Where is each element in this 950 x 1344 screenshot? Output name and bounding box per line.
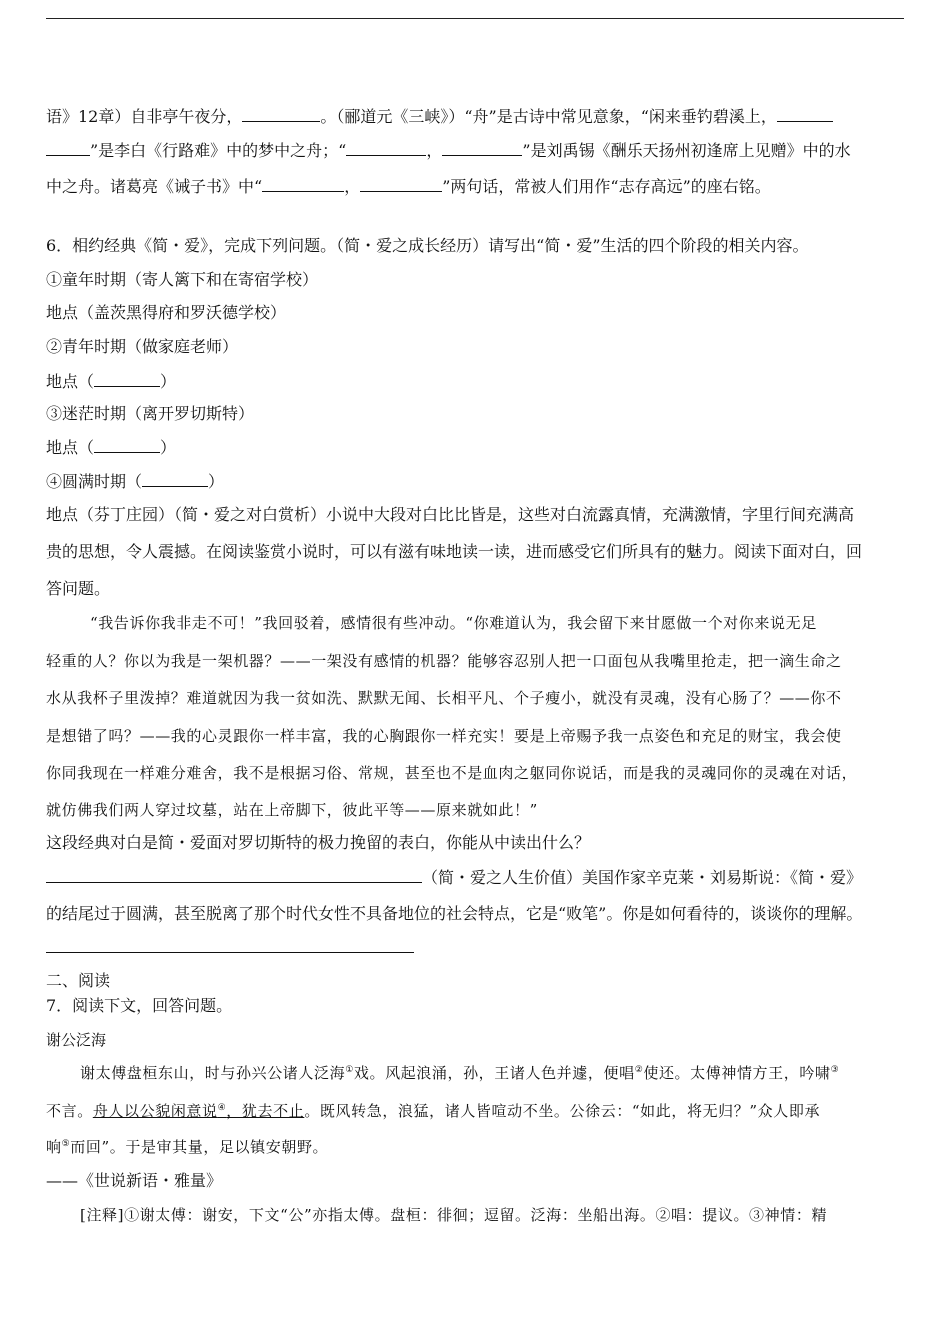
passage-source: ——《世说新语・雅量》 bbox=[46, 1171, 223, 1190]
q6-paragraph-line: 贵的思想，令人震撼。在阅读鉴赏小说时，可以有滋有味地读一读，进而感受它们所具有的魅力。阅读下面对白，回 bbox=[46, 542, 863, 561]
answer-blank[interactable] bbox=[46, 140, 90, 156]
text: ，犹去不止 bbox=[226, 1102, 305, 1120]
text: ， bbox=[344, 177, 361, 196]
q6-place1: 地点（盖茨黑得府和罗沃德学校） bbox=[46, 303, 287, 322]
poetry-line-2 bbox=[46, 140, 851, 161]
section-heading: 二、阅读 bbox=[46, 971, 111, 990]
passage-title: 谢公泛海 bbox=[46, 1031, 107, 1049]
answer-line[interactable] bbox=[46, 867, 422, 883]
answer-blank[interactable] bbox=[94, 437, 160, 453]
text: 谢太傅盘桓东山，时与孙兴公诸人泛海 bbox=[80, 1064, 346, 1082]
poetry-line-1 bbox=[46, 106, 833, 127]
text: ④圆满时期（ bbox=[46, 472, 143, 491]
answer-blank[interactable] bbox=[142, 471, 208, 487]
text: 地点（ bbox=[46, 438, 95, 457]
q6-intro: 6．相约经典《简・爱》，完成下列问题。（简・爱之成长经历）请写出“简・爱”生活的四个阶段的相关内容。 bbox=[46, 236, 809, 255]
text: ”是李白《行路难》中的梦中之舟；“ bbox=[90, 141, 347, 160]
q6-value-line: 的结尾过于圆满，甚至脱离了那个时代女性不具备地位的社会特点，它是“败笔”。你是如何看待的，谈谈你的理解。 bbox=[46, 904, 863, 923]
text: 不言。 bbox=[46, 1102, 93, 1120]
text: （简・爱之人生价值）美国作家辛克莱・刘易斯说：《简・爱》 bbox=[422, 868, 863, 887]
text: ） bbox=[160, 372, 177, 391]
q6-stage2: ②青年时期（做家庭老师） bbox=[46, 337, 239, 356]
header-rule bbox=[46, 18, 904, 19]
text: 使还。太傅神情方王，吟啸 bbox=[643, 1064, 831, 1082]
text: ， bbox=[426, 141, 443, 160]
answer-blank[interactable] bbox=[262, 176, 344, 192]
footnote-marker: ⑤ bbox=[61, 1139, 71, 1149]
answer-line[interactable] bbox=[46, 952, 414, 953]
passage-line bbox=[80, 1063, 839, 1083]
answer-blank[interactable] bbox=[442, 140, 522, 156]
quote-line: 是想错了吗？——我的心灵跟你一样丰富，我的心胸跟你一样充实！要是上帝赐予我一点姿色和充足的财宝，我会使 bbox=[46, 727, 842, 745]
q6-stage4 bbox=[46, 471, 224, 492]
q6-value-line bbox=[46, 867, 862, 888]
text: 。（郦道元《三峡》）“舟”是古诗中常见意象，“闲来垂钓碧溪上， bbox=[320, 107, 777, 126]
q6-stage1: ①童年时期（寄人篱下和在寄宿学校） bbox=[46, 270, 319, 289]
text: 而回”。于是审其量，足以镇安朝野。 bbox=[70, 1138, 329, 1156]
passage-line bbox=[46, 1101, 820, 1121]
text: 戏。风起浪涌，孙，王诸人色并遽，便唱 bbox=[353, 1064, 635, 1082]
text: ”两句话，常被人们用作“志存高远”的座右铭。 bbox=[442, 177, 771, 196]
answer-blank[interactable] bbox=[777, 106, 833, 122]
q6-place2 bbox=[46, 371, 176, 392]
quote-line: 水从我杯子里泼掉？难道就因为我一贫如洗、默默无闻、长相平凡、个子瘦小，就没有灵魂，没有心肠了？——你不 bbox=[46, 689, 842, 707]
text: 语》12章）自非亭午夜分， bbox=[46, 107, 243, 126]
q6-ask: 这段经典对白是简・爱面对罗切斯特的极力挽留的表白，你能从中读出什么？ bbox=[46, 833, 591, 852]
quote-line: 就仿佛我们两人穿过坟墓，站在上帝脚下，彼此平等——原来就如此！” bbox=[46, 801, 538, 819]
text: 。既风转急，浪猛，诸人皆喧动不坐。公徐云：“如此，将无归？”众人即承 bbox=[304, 1102, 821, 1120]
underlined-sentence bbox=[93, 1102, 305, 1120]
q6-paragraph-line: 地点（芬丁庄园）（简・爱之对白赏析）小说中大段对白比比皆是，这些对白流露真情，充满激情，字里行间充满高 bbox=[46, 505, 855, 524]
footnote-marker: ③ bbox=[830, 1065, 840, 1075]
quote-line: “我告诉你我非走不可！”我回驳着，感情很有些冲动。“你难道认为，我会留下来甘愿做一个对你来说无足 bbox=[90, 614, 817, 632]
text: ） bbox=[160, 438, 177, 457]
poetry-line-3 bbox=[46, 176, 771, 197]
answer-blank[interactable] bbox=[94, 371, 160, 387]
answer-blank[interactable] bbox=[346, 140, 426, 156]
q7-prompt: 7．阅读下文，回答问题。 bbox=[46, 996, 233, 1015]
answer-blank[interactable] bbox=[242, 106, 320, 122]
passage-notes: [注释]①谢太傅：谢安，下文“公”亦指太傅。盘桓：徘徊；逗留。泛海：坐船出海。②唱：提议。③神情：精 bbox=[80, 1206, 828, 1224]
quote-line: 轻重的人？你以为我是一架机器？——一架没有感情的机器？能够容忍别人把一口面包从我嘴里抢走，把一滴生命之 bbox=[46, 652, 842, 670]
q6-paragraph-line: 答问题。 bbox=[46, 579, 111, 598]
text: ”是刘禹锡《酬乐天扬州初逢席上见赠》中的水 bbox=[522, 141, 851, 160]
text: 舟人以公貌闲意说 bbox=[92, 1102, 218, 1120]
quote-line: 你同我现在一样难分难舍，我不是根据习俗、常规，甚至也不是血肉之躯同你说话，而是我的灵魂同你的灵魂在对话， bbox=[46, 764, 858, 782]
answer-blank[interactable] bbox=[360, 176, 442, 192]
q6-place3 bbox=[46, 437, 176, 458]
text: 响 bbox=[46, 1138, 62, 1156]
footnote-marker: ② bbox=[634, 1065, 644, 1075]
footnote-marker: ① bbox=[345, 1065, 354, 1075]
footnote-marker: ④ bbox=[217, 1103, 227, 1113]
passage-line bbox=[46, 1137, 328, 1157]
text: 中之舟。诸葛亮《诫子书》中“ bbox=[46, 177, 263, 196]
text: 地点（ bbox=[46, 372, 95, 391]
q6-stage3: ③迷茫时期（离开罗切斯特） bbox=[46, 404, 255, 423]
text: ） bbox=[208, 472, 225, 491]
